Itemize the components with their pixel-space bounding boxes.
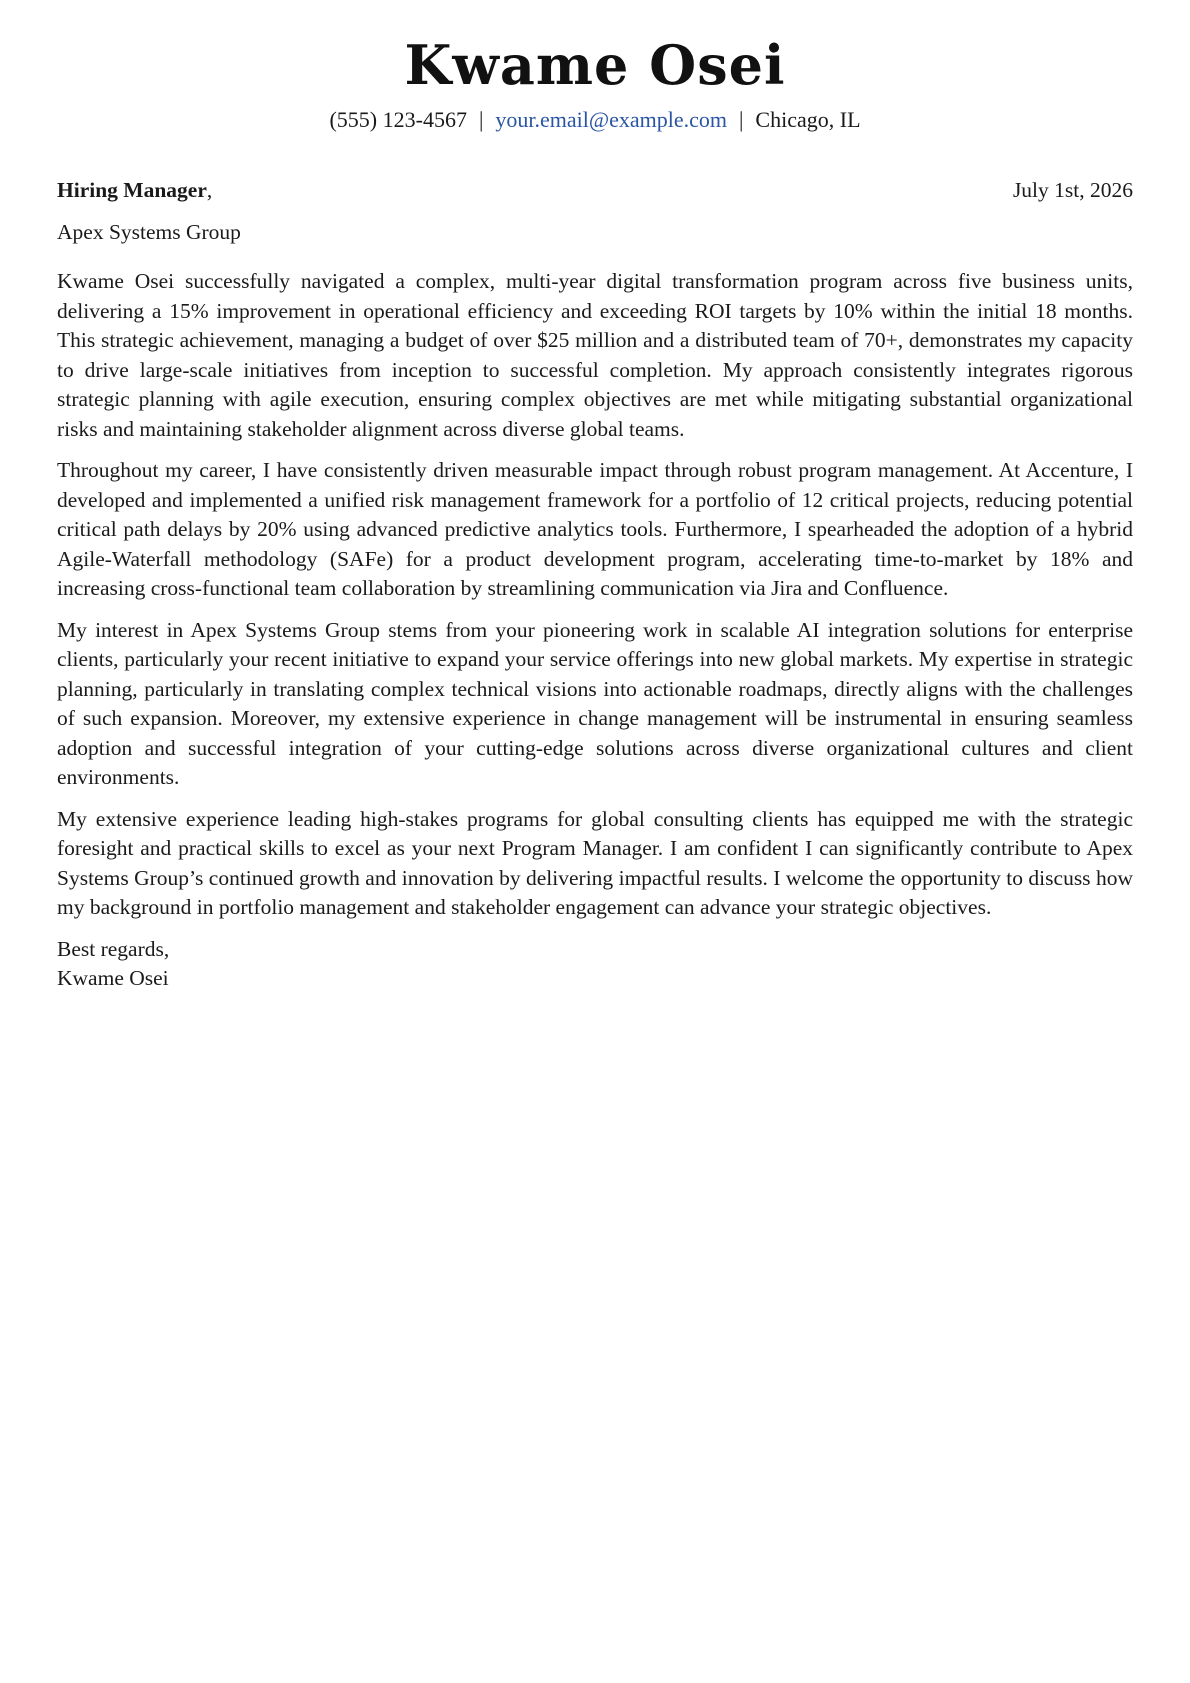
- body-paragraph: My interest in Apex Systems Group stems from your pioneering work in scalable AI integration solutions for enterprise clients, particularly your recent initiative to expand your service offerings into new global markets. My expertise in strategic planning, particularly in translating complex technical visions into actionable roadmaps, directly aligns with the challenges of such expansion. Moreover, my extensive experience in change management will be instrumental in ensuring seamless adoption and successful integration of your cutting-edge solutions across diverse organizational cultures and client environments.: [57, 617, 1133, 789]
- salutation-punctuation: ,: [206, 178, 213, 202]
- body-paragraph: My extensive experience leading high-stakes programs for global consulting clients has equipped me with the strategic foresight and practical skills to excel as your next Program Manager. I am confident I can significantly contribute to Apex Systems Group’s continued growth and innovation by delivering impactful results. I welcome the opportunity to discuss how my background in portfolio management and stakeholder engagement can advance your strategic objectives.: [57, 806, 1133, 919]
- location: Chicago, IL: [755, 107, 861, 132]
- contact-separator: |: [739, 107, 744, 132]
- salutation: [57, 176, 212, 206]
- letter-content: [57, 176, 1133, 994]
- letter-closing: [57, 935, 1133, 994]
- body-paragraph: Throughout my career, I have consistently driven measurable impact through robust program management. At Accenture, I developed and implemented a unified risk management framework for a portfolio of 12 critical projects, reducing potential critical path delays by 20% using advanced predictive analytics tools. Furthermore, I spearheaded the adoption of a hybrid Agile-Waterfall methodology (SAFe) for a product development program, accelerating time-to-market by 18% and increasing cross-functional team collaboration by streamlining communication via Jira and Confluence.: [57, 458, 1133, 600]
- letter-date: July 1st, 2026: [1012, 178, 1133, 202]
- applicant-name: Kwame Osei: [404, 33, 786, 97]
- letter-header: [0, 33, 1190, 132]
- contact-line: [0, 108, 1190, 132]
- recipient-company: Apex Systems Group: [57, 219, 241, 244]
- recipient-name: Hiring Manager: [57, 178, 207, 202]
- salutation-row: [57, 176, 1133, 206]
- phone-number: (555) 123-4567: [329, 107, 467, 132]
- contact-separator: |: [478, 107, 484, 132]
- signature: Kwame Osei: [57, 966, 169, 990]
- email-link[interactable]: your.email@example.com: [495, 107, 728, 132]
- letter-body: [57, 267, 1133, 923]
- body-paragraph: Kwame Osei successfully navigated a complex, multi-year digital transformation program across five business units, delivering a 15% improvement in operational efficiency and exceeding ROI targets by 10% within the initial 18 months. This strategic achievement, managing a budget of over $25 million and a distributed team of 70+, demonstrates my capacity to drive large-scale initiatives from inception to successful completion. My approach consistently integrates rigorous strategic planning with agile execution, ensuring complex objectives are met while mitigating substantial organizational risks and maintaining stakeholder alignment across diverse global teams.: [57, 269, 1133, 441]
- valediction: Best regards,: [57, 936, 170, 961]
